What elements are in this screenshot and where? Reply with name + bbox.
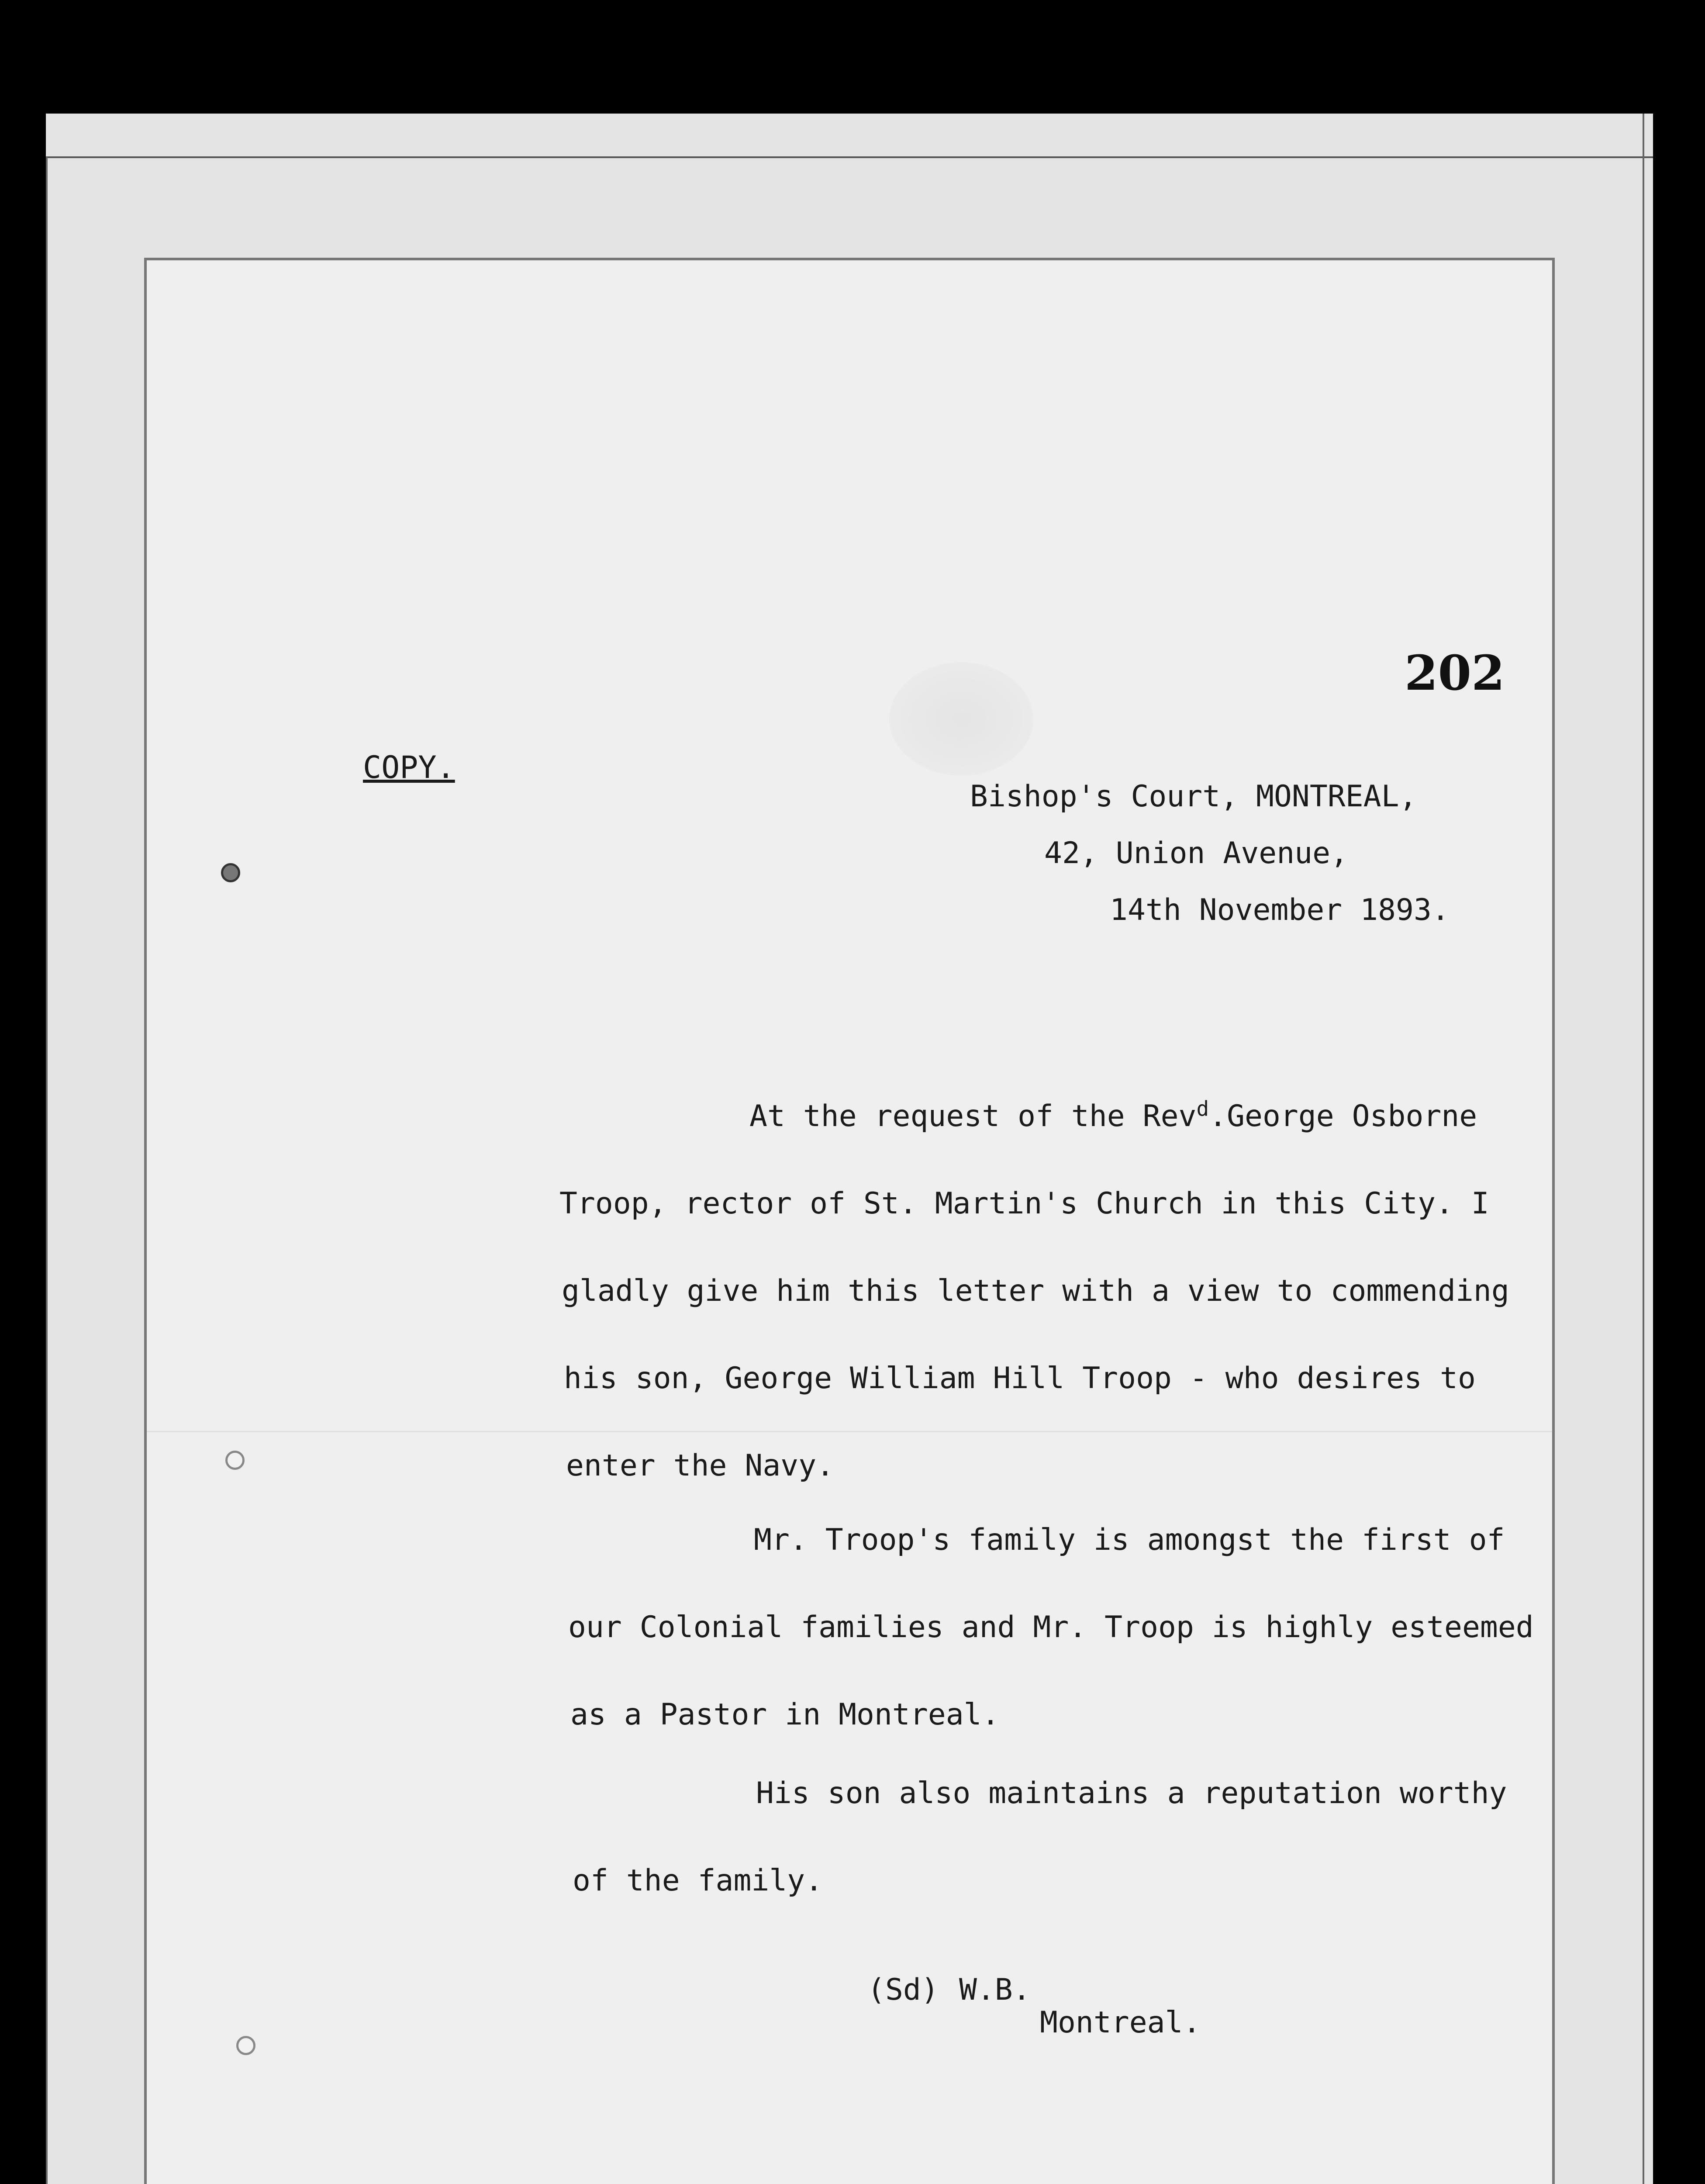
archive-mount <box>46 114 1653 2184</box>
letter-line: enter the Navy. <box>566 1448 835 1483</box>
letter-line: of the family. <box>573 1863 823 1898</box>
address-line-2: 42, Union Avenue, <box>1044 836 1348 871</box>
letter-page <box>144 258 1555 2184</box>
letter-line: gladly give him this letter with a view to commending <box>562 1274 1509 1308</box>
letter-line: our Colonial families and Mr. Troop is highly esteemed <box>568 1610 1534 1645</box>
signature-sd: (Sd) <box>867 1973 939 2007</box>
letter-line: His son also maintains a reputation worthy <box>756 1776 1507 1811</box>
mount-rule-left <box>46 157 48 2184</box>
copy-label: COPY. <box>363 750 455 785</box>
punch-hole-icon <box>236 2036 255 2055</box>
punch-hole-icon <box>225 1451 245 1470</box>
signature-initials: W.B. <box>959 1973 1031 2007</box>
address-line-1: Bishop's Court, MONTREAL, <box>970 779 1417 814</box>
embossed-seal-icon <box>889 662 1033 776</box>
address-date: 14th November 1893. <box>1110 893 1450 927</box>
letter-line: Mr. Troop's family is amongst the first of <box>754 1523 1505 1557</box>
punch-hole-icon <box>221 863 240 882</box>
mount-rule-right <box>1643 114 1644 2184</box>
letter-line: his son, George William Hill Troop - who desires to <box>564 1361 1476 1396</box>
page-number: 202 <box>1405 645 1505 701</box>
signature-place: Montreal. <box>1040 2005 1201 2040</box>
paper-crease <box>147 1431 1552 1432</box>
letter-line: At the request of the Rev$^d$.George Osborne <box>749 1097 1477 1133</box>
mount-rule-top <box>46 156 1653 158</box>
letter-line: as a Pastor in Montreal. <box>570 1697 1000 1732</box>
letter-line: Troop, rector of St. Martin's Church in this City. I <box>559 1186 1489 1221</box>
